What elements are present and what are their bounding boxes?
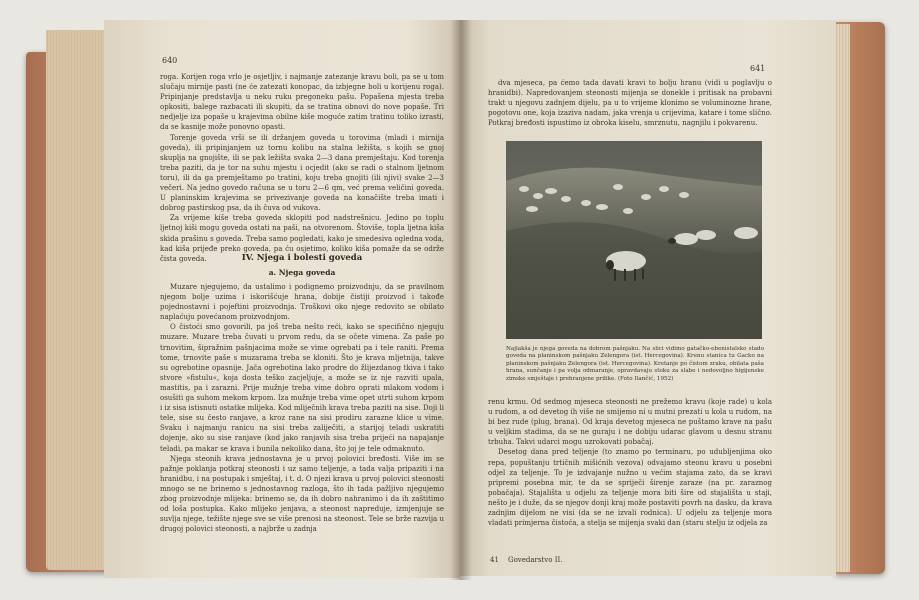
book-gutter-shadow <box>450 20 472 580</box>
right-text-top <box>488 78 772 128</box>
chapter-heading: IV. Njega i bolesti goveda <box>241 253 363 263</box>
right-paragraph: dva mjeseca, pa ćemo tada davati kravi to bolju hranu (vidi u poglavlju o hranidbi). Napredovanjem steonosti mijenja se donekle i pritisak na probavni trakt u njegovu zadnjem dijelu, pa u to vrijeme klonimo se voluminozne hrane, pogotovu one, koja izaziva nadam, jaka vrenja u crijevima, katare i tome slično. Potkraj bređosti ispustimo iz obroka kiselu, smrznutu, nagnjilu i pokvarenu. <box>488 79 772 128</box>
right-text-bottom <box>488 397 772 528</box>
right-page-number: 641 <box>750 64 766 73</box>
left-paragraph: Njega steonih krava jednostavna je u prvoj polovici bređosti. Više im se pažnje poklanja potkraj steonosti i uz samo teljenje, a tada valja pripaziti i na hranidbu, i na postupak i smještaj, i t. d. O njezi krava u prvoj polovici steonosti mnogo se ne brinemo s jednostavnog razloga, što ih tada pažljivo njegujemo zbog proizvodnje mlijeka: brinemo se, da ih dobro nahranimo i da ih zaštitimo od loša postupka. Kako mlijeko jenjava, a steonost napreduje, izmjenjuje se suvlja njege, težište njege sve se više prenosi na steonost. Tele se brže razvija u drugoj polovici steonosti, a najbrže u zadnja <box>160 454 444 534</box>
left-paragraph: Muzare njegujemo, da ustalimo i podignemo proizvodnju, da se pravilnom njegom bolje uzima i iskorišćuje hrana, dobije čistiji proizvod i takođe pojednostavni i pojeftini proizvodnja. Troškovi oko njege redovito se obilato naplaćuju povećanom proizvodnjom. <box>160 283 444 322</box>
footer-signature-title: Govedarstvo II. <box>508 556 563 564</box>
cattle-pasture-photo <box>506 141 762 339</box>
left-paragraph: Torenje goveda vrši se ili držanjem goveda u torovima (mladi i mirnija goveda), ili pripinjanjem uz tornu kolibu na stalna ležišta, s kojih se gnoj skuplja na gnojište, ili se pak ležišta svaka 2—3 dana premještaju. Kod torenja treba paziti, da je tor na suhu mjestu i ocjedit (ako se radi o stalnom ljetnom toru), ili da ga premještamo po tratini, koju treba gnojiti (ili njivi) svake 2—3 večeri. Na jedno govedo računa se u toru 2—6 qm, već prema veličini goveda. U planinskim krajevima se privezivanje goveda na konačište treba imati i dobrog pastirskog psa, da ih čuva od vukova. <box>160 133 444 213</box>
left-text-bottom <box>160 282 444 534</box>
left-page-number: 640 <box>162 56 178 65</box>
left-paragraph: roga. Korijen roga vrlo je osjetljiv, i najmanje zatezanje kravu boli, pa se u tom slučaju mirnije pasti (ne će zatezati konopac, da izbjegne boli u korijenu roga). Pripinjanje predstavlja u neku ruku pregoneku pašu. Popašena mjesta treba opkositi, balege razbacati ili skupiti, da se tratina obnovi do nove popaše. Tri nedjelje iza popaše u krajevima obilne kiše moguće zatim tratinu toliko izrasti, da se kasnije može ponovno opasti. <box>160 73 444 132</box>
section-heading: a. Njega goveda <box>268 268 336 277</box>
left-paragraph: Za vrijeme kiše treba goveda sklopiti pod nadstrešnicu. Jedino po toplu ljetnoj kiši mogu goveda ostati na paši, na otvorenom. Štoviše, topla ljetna kiša skida prašinu s goveda. Treba samo pogledati, kako je smedesiva ogledna voda, kad kiša prijeđe preko goveda, pa ću osjetimo, koliko kiša pomaže da se održe čista goveda. <box>160 214 444 263</box>
cattle-pasture-illustration <box>506 141 762 339</box>
left-text-top <box>160 72 444 264</box>
right-paragraph: renu krmu. Od sedmog mjeseca steonosti ne prežemo kravu (koje rade) u kola u rudom, a od devetog ih više ne smijemo ni u mutni prezati u kola u rudom, na bi bez rude (plug, brana). Od kraja devetog mjeseca ne puštamo krave na pašu u veljkim stadima, da se ne guraju i ne dobiju udarac glavom u desnu stranu trbuha. Takvi udarci mogu uzrokovati pobačaj. <box>488 398 772 447</box>
footer-signature-number: 41 <box>490 556 499 564</box>
right-paragraph: Desetog dana pred teljenje (to znamo po terminaru, po udubljenjima oko repa, popuštanju trtičnih mišićnih vezova) odvajamo steonu kravu u posebni odjel za teljenje. To je izdvajanje nužno u većim stajama zato, da se kravi pripremi posebna mir, te da se spriječi širenje zaraze (na pr. zaraznog pobačaja). Stajališta u odjelu za teljenje mora biti šire od stajališta u staji, nešto je i duže, da se njegov donji kraj može postaviti povrh na dasku, da krava zadnjim dijelom ne visi (da se ne izvali rodnica). U odjelu za teljenje mora vladati primjerna čistoća, a stelja se mijenja svaki dan (staru stelju iz odjela za <box>488 448 772 528</box>
left-paragraph: O čistoći smo govorili, pa još treba nešto reći, kako se specifično njeguju muzare. Muzare treba čuvati u prvom redu, da se očete vimena. Za paše po trnovitim, šipražnim pašnjacima može se vime ogrebati pa i tele raniti. Prema tome, trnovite paše s muzarama treba se kloniti. Što je krava mljetnija, takve su ogrebotine opasnije. Jača ogrebotina lako prodre do žlijezdanog tkiva i tako stvore »fistulu«, koja dosta teško zacjeljuje, a može se iz nje razviti upala, mastitis, pa i zarazni. Prije mužnje treba vime dobro oprati mlakom vodom i osušiti ga suhom mekom krpom. Iza mužnje treba vime opet utrti suhom krpom i iz sisa istisnuti ostatke mlijeka. Kod mliječnih krava treba paziti na sise. Doji li tele, sise su često ranjave, a kroz rane na sisi prodiru zarazne klice u vime. Svaku i najmanju ranicu na sisi treba zaliječiti, a starijoj teladi uskratiti dojenje, ako su sise ranjave (kod jako ranjavih sisa treba prijeći na napajanje teladi, pa makar se krava i bunila nekoliko dana, što joj je tele odmaknuto. <box>160 323 444 453</box>
photo-caption: Najlakša je njega goveda na dobrom pašnjaku. Na slici vidimo gatačko-ebenistalsko stado goveda na planinskom pašnjaku Zelengora (ist. Hercegovina). Krenu stanica tu Gacko na planinskom pašnjaku Zelengora (ist. Hercegovina). Kretanje po čistom zraku, obilata paša hrana, sunčanje i pa volja odmaranje, opravdavaju stoku za slabe i nedovoljno higijenske zimske smještaje i prehranjene prilike. (Foto Ilančić, 1952) <box>506 346 764 382</box>
